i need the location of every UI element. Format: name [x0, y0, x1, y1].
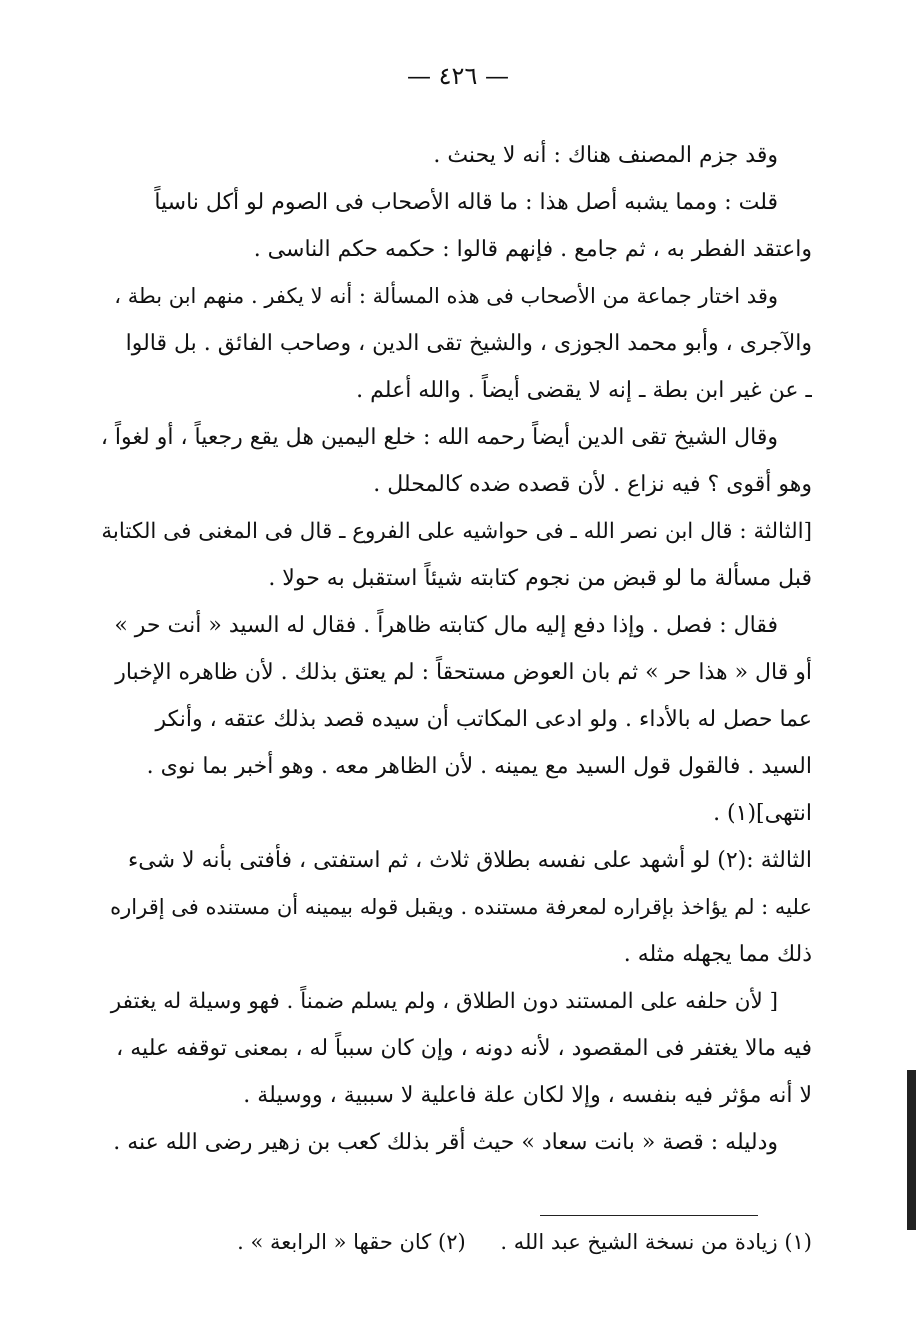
- page-edge-shadow: [907, 1070, 916, 1230]
- text-line: ودليله : قصة « بانت سعاد » حيث أقر بذلك كعب بن زهير رضى الله عنه .: [113, 1130, 778, 1155]
- text-line: فيه مالا يغتفر فى المقصود ، لأنه دونه ، وإن كان سبباً له ، بمعنى توقفه عليه ،: [116, 1036, 812, 1061]
- text-line: وهو أقوى ؟ فيه نزاع . لأن قصده ضده كالمحلل .: [373, 472, 812, 497]
- text-line: عليه : لم يؤاخذ بإقراره لمعرفة مستنده . ويقبل قوله بيمينه أن مستنده فى إقراره: [110, 895, 812, 919]
- text-line: لا أنه مؤثر فيه بنفسه ، وإلا لكان علة فاعلية لا سببية ، ووسيلة .: [243, 1083, 812, 1108]
- footnote-separator: [540, 1215, 758, 1216]
- text-line: انتهى](١) .: [713, 801, 812, 826]
- page-number: — ٤٢٦ —: [407, 62, 509, 90]
- text-line: [ لأن حلفه على المستند دون الطلاق ، ولم يسلم ضمناً . فهو وسيلة له يغتفر: [110, 989, 778, 1014]
- text-line: وقال الشيخ تقى الدين أيضاً رحمه الله : خلع اليمين هل يقع رجعياً ، أو لغواً ،: [100, 425, 778, 450]
- text-line: أو قال « هذا حر » ثم بان العوض مستحقاً : لم يعتق بذلك . لأن ظاهره الإخبار: [115, 660, 812, 685]
- text-line: قبل مسألة ما لو قبض من نجوم كتابته شيئاً استقبل به حولا .: [268, 566, 812, 591]
- text-line: فقال : فصل . وإذا دفع إليه مال كتابته ظاهراً . فقال له السيد « أنت حر »: [114, 613, 778, 638]
- body-text: [100, 132, 812, 1166]
- text-line: عما حصل له بالأداء . ولو ادعى المكاتب أن سيده قصد بذلك عتقه ، وأنكر: [155, 707, 812, 732]
- text-line: ذلك مما يجهله مثله .: [623, 942, 812, 967]
- text-line: قلت : ومما يشبه أصل هذا : ما قاله الأصحاب فى الصوم لو أكل ناسياً: [154, 190, 778, 215]
- text-line: [الثالثة : قال ابن نصر الله ـ فى حواشيه على الفروع ـ قال فى المغنى فى الكتابة: [101, 519, 812, 544]
- text-line: ـ عن غير ابن بطة ـ إنه لا يقضى أيضاً . والله أعلم .: [356, 378, 812, 403]
- text-line: واعتقد الفطر به ، ثم جامع . فإنهم قالوا : حكمه حكم الناسى .: [253, 237, 812, 262]
- text-line: وقد اختار جماعة من الأصحاب فى هذه المسألة : أنه لا يكفر . منهم ابن بطة ،: [114, 284, 778, 308]
- footnotes: [100, 1222, 812, 1262]
- footnote-2: (٢) كان حقها « الرابعة » .: [237, 1230, 466, 1254]
- text-line: السيد . فالقول قول السيد مع يمينه . لأن الظاهر معه . وهو أخبر بما نوى .: [146, 754, 812, 779]
- text-line: والآجرى ، وأبو محمد الجوزى ، والشيخ تقى الدين ، وصاحب الفائق . بل قالوا: [125, 331, 812, 356]
- text-line: وقد جزم المصنف هناك : أنه لا يحنث .: [433, 143, 778, 168]
- text-line: الثالثة :(٢) لو أشهد على نفسه بطلاق ثلاث ، ثم استفتى ، فأفتى بأنه لا شىء: [127, 848, 812, 873]
- footnote-1: (١) زيادة من نسخة الشيخ عبد الله .: [500, 1230, 812, 1254]
